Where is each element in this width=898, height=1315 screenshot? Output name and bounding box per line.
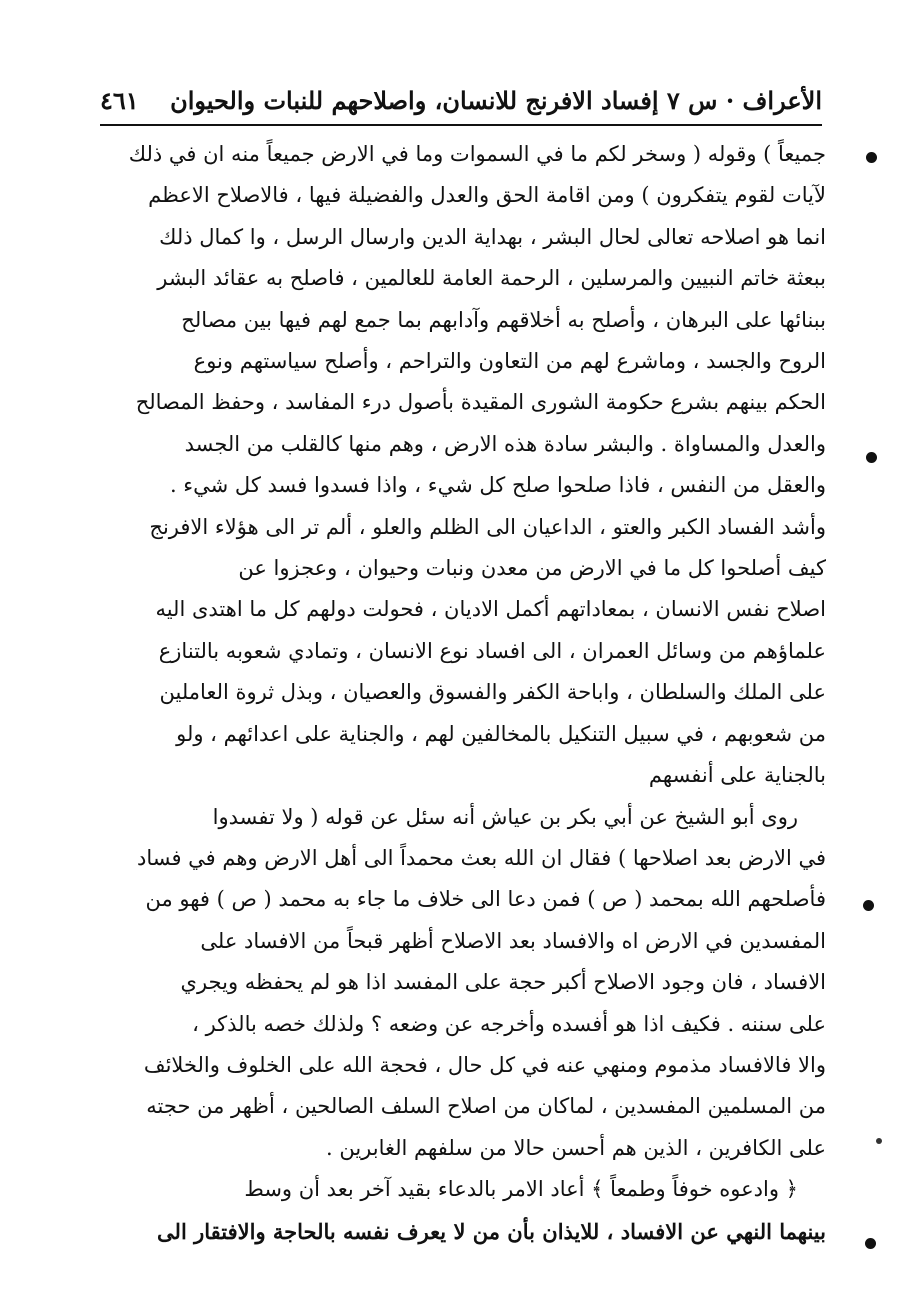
text-line: فأصلحهم الله بمحمد ( ص ) فمن دعا الى خلاف ما جاء به محمد ( ص ) فهو من [145,887,826,912]
text-line: الحكم بينهم بشرع حكومة الشورى المقيدة بأصول درء المفاسد ، وحفظ المصالح [135,390,826,415]
header-rule [100,124,822,126]
text-line: انما هو اصلاحه تعالى لحال البشر ، بهداية الدين وارسال الرسل ، وا كمال ذلك [159,224,826,249]
text-line: ﴿ وادعوه خوفاً وطمعاً ﴾ أعاد الامر بالدعاء بقيد آخر بعد أن وسط [244,1177,798,1202]
text-line: في الارض بعد اصلاحها ) فقال ان الله بعث محمداً الى أهل الارض وهم في فساد [136,845,826,870]
margin-dot [866,152,877,163]
text-line: اصلاح نفس الانسان ، بمعاداتهم أكمل الاديان ، فحولت دولهم كل ما اهتدى اليه [155,597,826,622]
text-line: لآيات لقوم يتفكرون ) ومن اقامة الحق والعدل والفضيلة فيها ، فالاصلاح الاعظم [148,183,826,208]
text-line: والعدل والمساواة . والبشر سادة هذه الارض ، وهم منها كالقلب من الجسد [184,431,826,456]
running-header [100,78,822,122]
text-line: ببعثة خاتم النبيين والمرسلين ، الرحمة العامة للعالمين ، فاصلح به عقائد البشر [157,266,826,291]
text-line: والا فالافساد مذموم ومنهي عنه في كل حال ، فحجة الله على الخلوف والخلائف [143,1052,826,1077]
margin-dot [863,900,874,911]
text-line: وأشد الفساد الكبر والعتو ، الداعيان الى الظلم والعلو ، ألم تر الى هؤلاء الافرنج [149,514,826,539]
text-line: والعقل من النفس ، فاذا صلحوا صلح كل شيء ، واذا فسدوا فسد كل شيء . [169,473,826,498]
margin-dot [866,452,877,463]
text-line: الروح والجسد ، وماشرع لهم من التعاون والتراحم ، وأصلح سياستهم ونوع [193,349,826,374]
header-title: الأعراف · س ٧ إفساد الافرنج للانسان، واصلاحهم للنبات والحيوان [170,85,822,115]
text-line: ببنائها على البرهان ، وأصلح به أخلاقهم وآدابهم بما جمع لهم فيها بين مصالح [181,307,826,332]
text-line: من المسلمين المفسدين ، لماكان من اصلاح السلف الصالحين ، أظهر من حجته [146,1094,826,1119]
text-line: الافساد ، فان وجود الاصلاح أكبر حجة على المفسد اذا هو لم يحفظه ويجري [180,970,826,995]
page-number: ٤٦١ [100,85,139,115]
paragraph-1 [96,134,826,797]
text-line: المفسدين في الارض اه والافساد بعد الاصلاح أظهر قبحاً من الافساد على [200,928,826,953]
text-line: كيف أصلحوا كل ما في الارض من معدن ونبات وحيوان ، وعجزوا عن [238,556,826,581]
text-line: على الكافرين ، الذين هم أحسن حالا من سلفهم الغابرين . [326,1135,826,1160]
text-line: روى أبو الشيخ عن أبي بكر بن عياش أنه سئل عن قوله ( ولا تفسدوا [212,804,798,829]
text-line: علماؤهم من وسائل العمران ، الى افساد نوع الانسان ، وتمادي شعوبه بالتنازع [158,638,826,663]
text-line: على الملك والسلطان ، واباحة الكفر والفسوق والعصيان ، وبذل ثروة العاملين [159,680,826,705]
text-line: بالجناية على أنفسهم [648,763,826,788]
paragraph-3 [96,1169,826,1252]
text-line: على سننه . فكيف اذا هو أفسده وأخرجه عن وضعه ؟ ولذلك خصه بالذكر ، [192,1011,826,1036]
text-line: بينهما النهي عن الافساد ، للايذان بأن من لا يعرف نفسه بالحاجة والافتقار الى [157,1218,826,1244]
margin-dot [865,1238,876,1249]
body-text [96,134,826,1252]
margin-dot [876,1138,882,1144]
text-line: جميعاً ) وقوله ( وسخر لكم ما في السموات وما في الارض جميعاً منه ان في ذلك [128,142,826,166]
paragraph-2 [96,797,826,1170]
text-line: من شعوبهم ، في سبيل التنكيل بالمخالفين لهم ، والجناية على اعدائهم ، ولو [176,721,826,746]
